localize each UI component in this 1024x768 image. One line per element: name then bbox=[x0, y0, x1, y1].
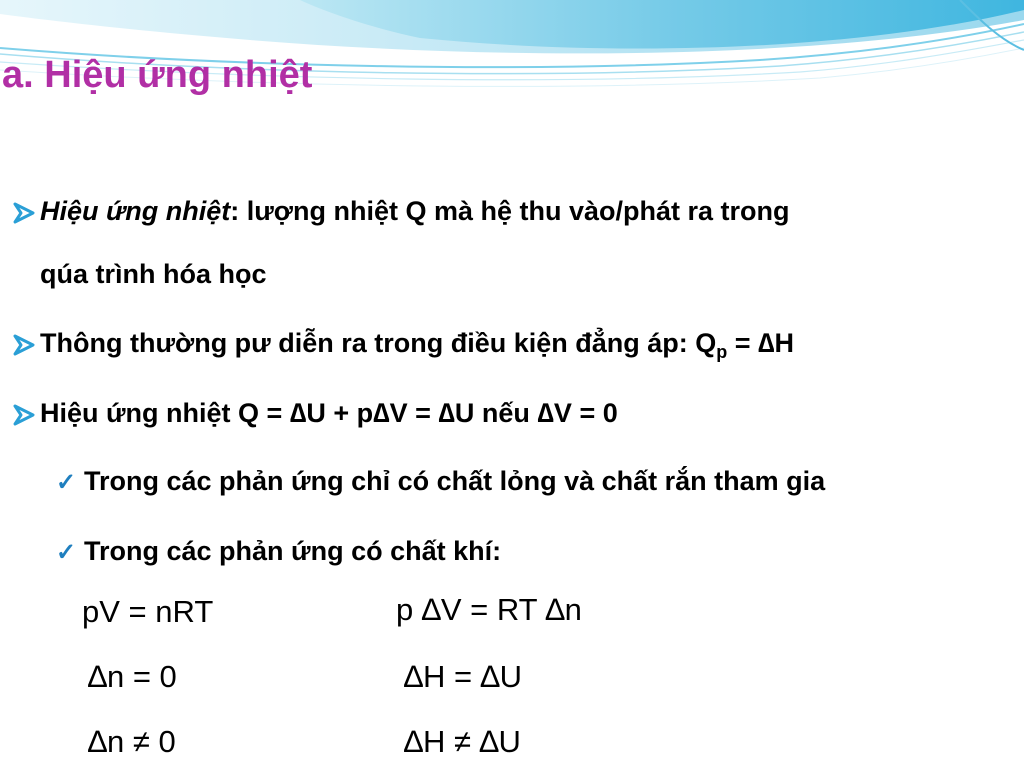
sub-bullet-gas: Trong các phản ứng có chất khí: bbox=[84, 536, 502, 566]
bullet-heat-effect-continuation: qúa trình hóa học bbox=[40, 259, 267, 289]
formula-p-delta-v: p ∆V = RT ∆n bbox=[396, 592, 582, 627]
bullet-heat-effect-definition bbox=[40, 196, 790, 227]
checkmark-icon: ✓ bbox=[56, 469, 77, 496]
bullet-text-end: = ∆H bbox=[727, 328, 795, 358]
arrow-bullet-icon bbox=[12, 333, 36, 357]
definition-text: : lượng nhiệt Q mà hệ thu vào/phát ra trong bbox=[230, 196, 790, 226]
term-heat-effect: Hiệu ứng nhiệt bbox=[40, 196, 231, 226]
slide-title: a. Hiệu ứng nhiệt bbox=[2, 54, 313, 96]
arrow-bullet-icon bbox=[12, 403, 36, 427]
formula-delta-n-nonzero: ∆n ≠ 0 bbox=[88, 724, 176, 759]
formula-delta-h-not-equal-delta-u: ∆H ≠ ∆U bbox=[404, 724, 521, 759]
formula-delta-n-zero: ∆n = 0 bbox=[88, 659, 177, 694]
bullet-isobaric-condition bbox=[40, 328, 794, 363]
arrow-bullet-icon bbox=[12, 201, 36, 225]
checkmark-icon: ✓ bbox=[56, 539, 77, 566]
formula-delta-h-equals-delta-u: ∆H = ∆U bbox=[404, 659, 523, 694]
bullet-heat-effect-equation: Hiệu ứng nhiệt Q = ∆U + p∆V = ∆U nếu ∆V = 0 bbox=[40, 398, 618, 428]
subscript-p: p bbox=[716, 342, 728, 362]
sub-bullet-liquid-solid: Trong các phản ứng chỉ có chất lỏng và chất rắn tham gia bbox=[84, 466, 826, 496]
formula-ideal-gas: pV = nRT bbox=[82, 594, 214, 629]
bullet-text: Thông thường pư diễn ra trong điều kiện đẳng áp: Q bbox=[40, 328, 717, 358]
